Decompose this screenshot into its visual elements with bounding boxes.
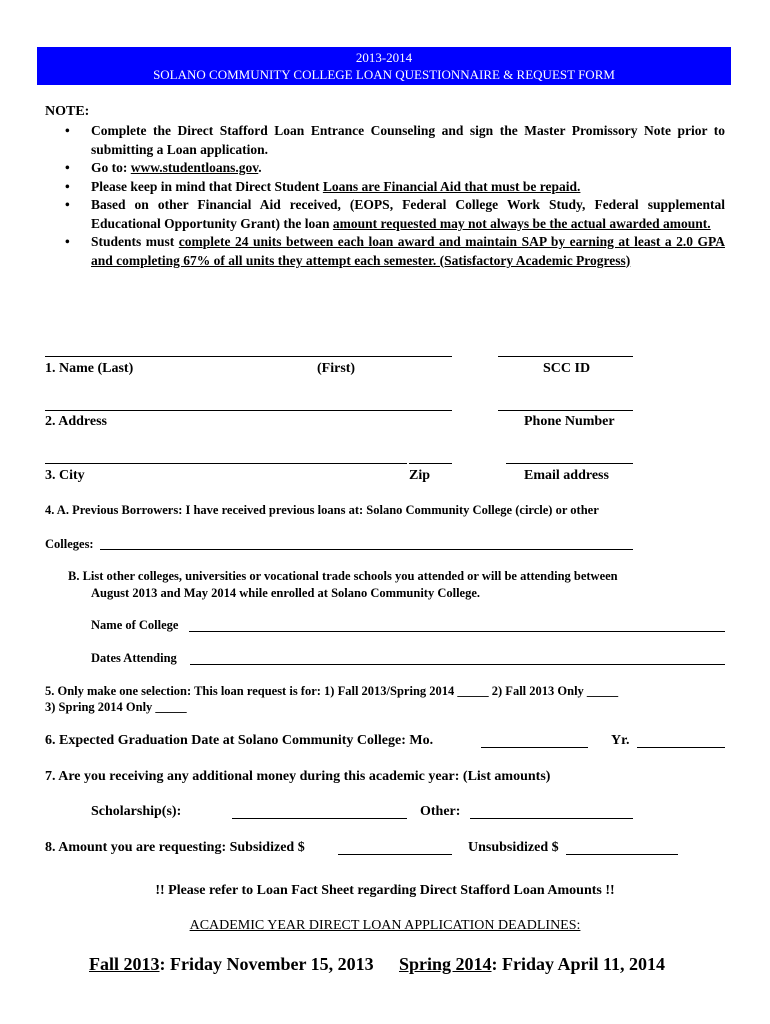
bullet-icon: • xyxy=(65,234,70,249)
bullet-icon: • xyxy=(65,178,70,194)
previous-borrowers-question: 4. A. Previous Borrowers: I have received previous loans at: Solano Community College (circle) or other xyxy=(45,503,599,517)
dates-attending-label: Dates Attending xyxy=(91,651,177,665)
colleges-input-line[interactable] xyxy=(100,549,633,550)
name-first-label: (First) xyxy=(317,361,356,376)
note-text: Go to: xyxy=(91,160,131,175)
deadlines-heading: ACADEMIC YEAR DIRECT LOAN APPLICATION DEADLINES: xyxy=(189,918,581,933)
graduation-month-input-line[interactable] xyxy=(481,747,588,748)
graduation-date-label: 6. Expected Graduation Date at Solano Community College: Mo. xyxy=(45,733,434,748)
name-input-line[interactable] xyxy=(45,356,452,357)
phone-label: Phone Number xyxy=(524,414,615,429)
additional-money-question: 7. Are you receiving any additional money during this academic year: (List amounts) xyxy=(45,769,551,784)
bullet-icon: • xyxy=(65,160,70,175)
note-text: Students must xyxy=(91,234,179,249)
zip-input-line[interactable] xyxy=(409,463,452,464)
note-underlined-text: complete 24 units between each loan award and maintain SAP by earning at least a 2.0 GPA and completing 67% of all units they attempt each semester. (Satisfactory Academic Progress) xyxy=(91,234,725,268)
name-of-college-input-line[interactable] xyxy=(189,631,725,632)
bullet-icon: • xyxy=(65,197,70,212)
note-text: Please keep in mind that Direct Student xyxy=(91,178,323,194)
bullet-icon: • xyxy=(65,123,70,138)
spring-term: Spring 2014 xyxy=(399,954,492,974)
spring-deadline xyxy=(399,954,665,975)
other-colleges-question-line1: B. List other colleges, universities or vocational trade schools you attended or will be attending between xyxy=(68,569,618,583)
note-underlined-text: amount requested may not always be the actual awarded amount. xyxy=(332,215,711,231)
note-text: . xyxy=(258,160,262,175)
scc-id-input-line[interactable] xyxy=(498,356,633,357)
dates-attending-input-line[interactable] xyxy=(190,664,725,665)
studentloans-link[interactable]: www.studentloans.gov xyxy=(130,160,259,175)
note-item xyxy=(45,233,725,270)
note-list xyxy=(45,122,725,270)
subsidized-amount-input-line[interactable] xyxy=(338,854,452,855)
city-input-line[interactable] xyxy=(45,463,407,464)
form-year: 2013-2014 xyxy=(355,50,413,65)
other-money-input-line[interactable] xyxy=(470,818,633,819)
name-of-college-label: Name of College xyxy=(91,618,179,632)
note-item xyxy=(45,122,725,159)
address-input-line[interactable] xyxy=(45,410,452,411)
scholarship-label: Scholarship(s): xyxy=(91,804,182,819)
unsubsidized-amount-input-line[interactable] xyxy=(566,854,678,855)
email-label: Email address xyxy=(524,468,609,483)
graduation-year-input-line[interactable] xyxy=(637,747,725,748)
form-title: SOLANO COMMUNITY COLLEGE LOAN QUESTIONNAIRE & REQUEST FORM xyxy=(153,67,615,82)
note-item xyxy=(45,178,725,197)
fall-term: Fall 2013 xyxy=(89,954,160,974)
loan-fact-sheet-notice: !! Please refer to Loan Fact Sheet regarding Direct Stafford Loan Amounts !! xyxy=(155,883,615,898)
note-text: Based on other Financial Aid received, (EOPS, Federal College Work Study, Federal supplemental Educational Opportunity Grant) the loan xyxy=(91,197,725,231)
phone-input-line[interactable] xyxy=(498,410,633,411)
amount-requested-label: 8. Amount you are requesting: Subsidized $ xyxy=(45,840,305,855)
address-label: 2. Address xyxy=(45,414,107,429)
loan-period-selection[interactable]: 5. Only make one selection: This loan request is for: 1) Fall 2013/Spring 2014 _____ 2) Fall 2013 Only _____ xyxy=(45,684,619,698)
note-text: Complete the Direct Stafford Loan Entrance Counseling and sign the Master Promissory Note prior to submitting a Loan application. xyxy=(91,123,725,157)
note-underlined-text: Loans are Financial Aid that must be repaid. xyxy=(322,178,581,194)
form-header-banner xyxy=(37,47,731,85)
scholarship-input-line[interactable] xyxy=(232,818,407,819)
unsubsidized-label: Unsubsidized $ xyxy=(468,840,559,855)
other-colleges-question-line2: August 2013 and May 2014 while enrolled at Solano Community College. xyxy=(91,586,481,600)
zip-label: Zip xyxy=(409,468,431,483)
graduation-year-label: Yr. xyxy=(611,733,630,748)
city-label: 3. City xyxy=(45,468,85,483)
scc-id-label: SCC ID xyxy=(543,361,591,376)
fall-date: : Friday November 15, 2013 xyxy=(159,954,374,974)
colleges-label: Colleges: xyxy=(45,537,94,551)
fall-deadline xyxy=(89,954,374,975)
name-last-label: 1. Name (Last) xyxy=(45,361,134,376)
loan-period-selection-spring[interactable]: 3) Spring 2014 Only _____ xyxy=(45,700,187,714)
spring-date: : Friday April 11, 2014 xyxy=(491,954,666,974)
note-item xyxy=(45,196,725,233)
note-title: NOTE: xyxy=(45,104,90,119)
email-input-line[interactable] xyxy=(506,463,633,464)
note-item xyxy=(45,159,725,178)
other-money-label: Other: xyxy=(420,804,461,819)
